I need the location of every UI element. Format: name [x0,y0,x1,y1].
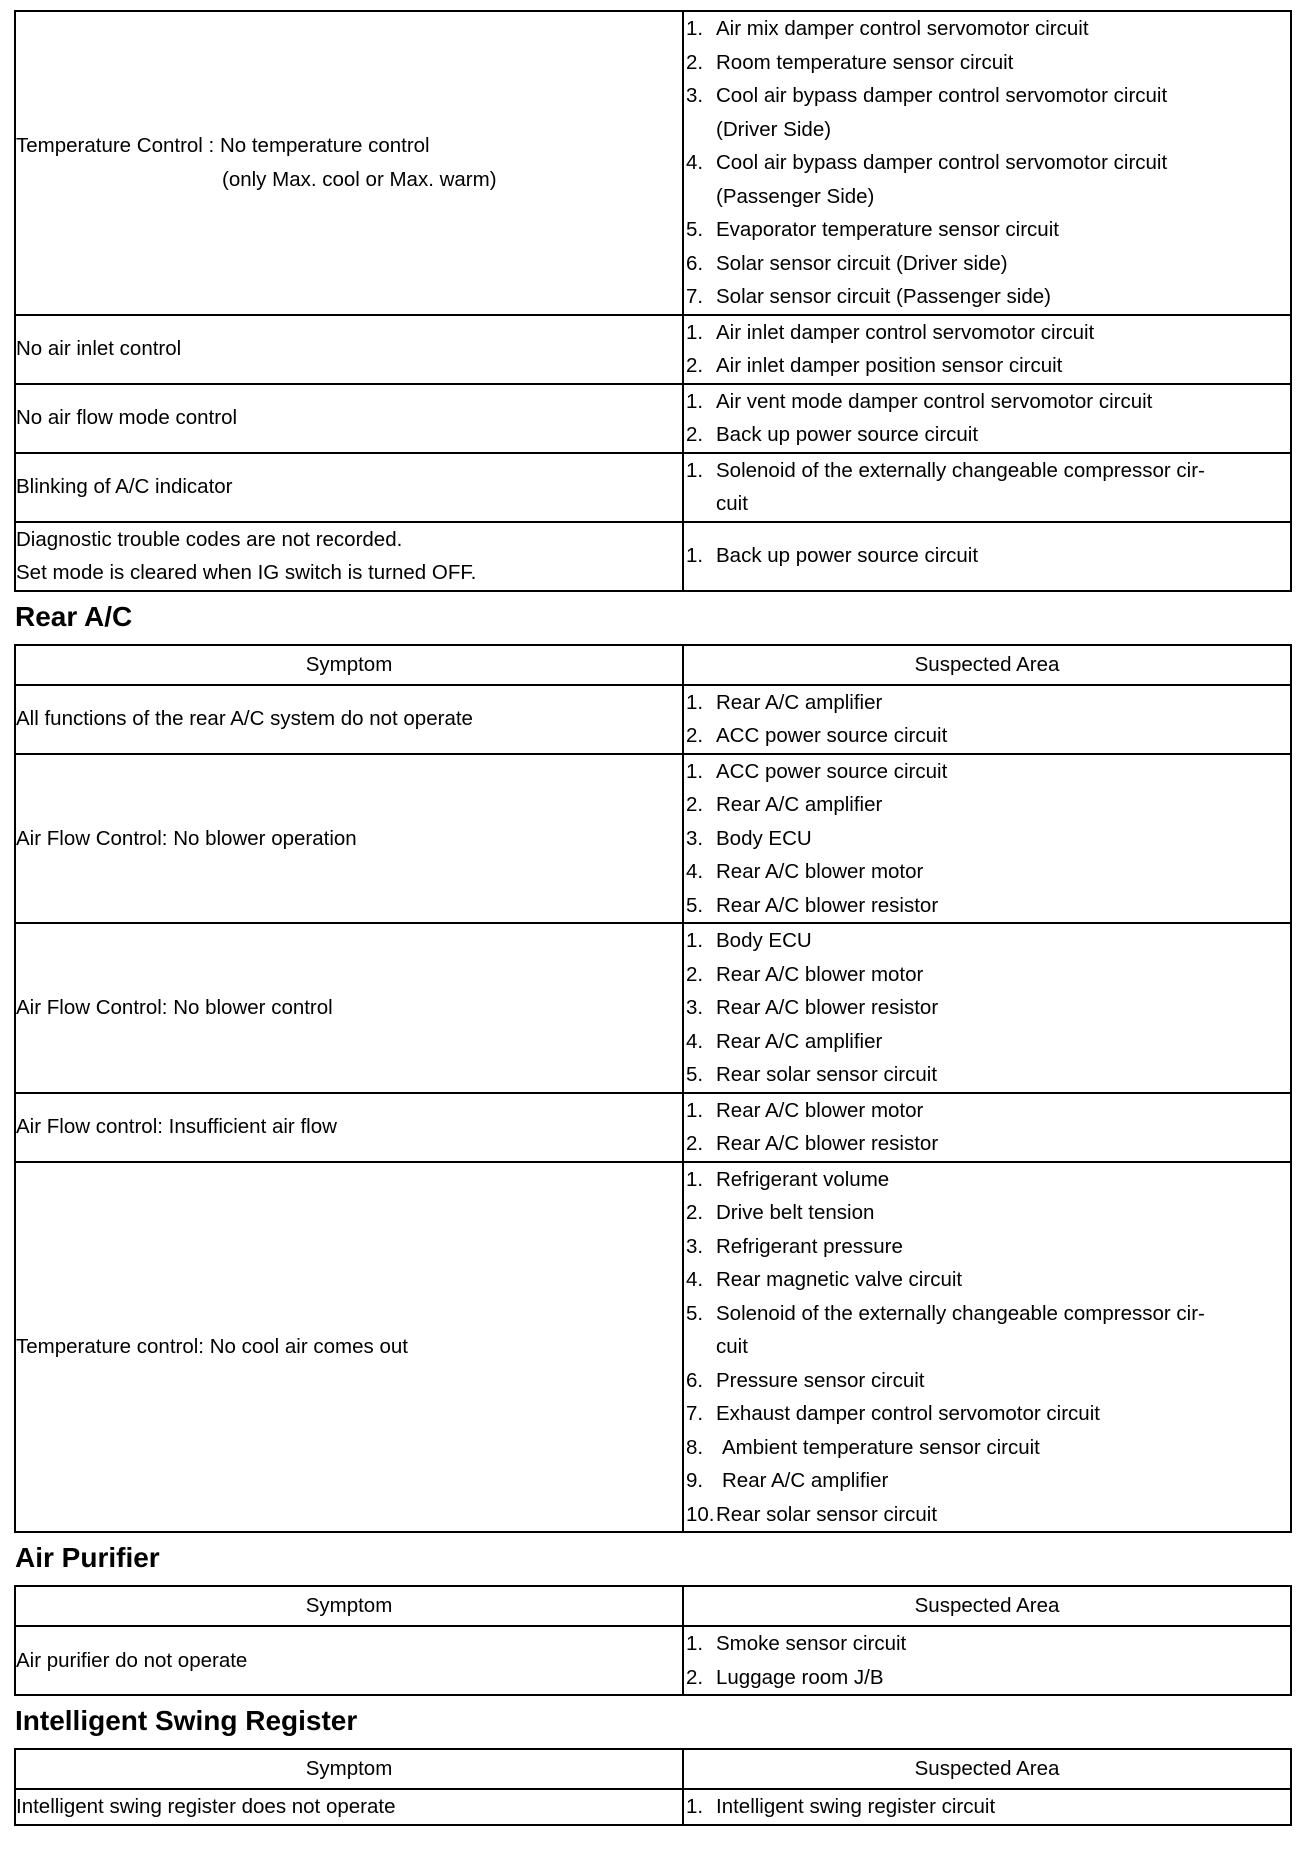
suspected-area-list [684,1790,1290,1824]
suspected-area-list [684,1627,1290,1694]
list-item [684,788,1290,822]
suspected-area-cell [683,522,1291,591]
item-text: Rear solar sensor circuit [716,1063,938,1086]
section-heading-rear-ac: Rear A/C [15,600,133,632]
symptom-cell [15,1789,683,1825]
table-body [15,1789,1291,1825]
list-item [684,280,1290,314]
item-text: cuit [716,1335,748,1358]
symptom-text: Air purifier do not operate [16,1648,248,1672]
list-item [684,991,1290,1025]
list-item [684,316,1290,350]
list-item [684,213,1290,247]
item-text: Rear A/C blower motor [716,962,924,986]
table-body [15,1626,1291,1695]
item-number: 2. [686,1665,704,1689]
table-row [15,522,1291,591]
item-number: 1. [686,1795,704,1818]
suspected-area-cell [683,923,1291,1093]
symptom-text: Blinking of A/C indicator [16,475,233,499]
table-row [15,315,1291,384]
item-text: Ambient temperature sensor circuit [722,1435,1040,1459]
symptom-cell [15,315,683,384]
list-item [684,1058,1290,1092]
item-number: 6. [686,1368,704,1392]
list-item [684,686,1290,720]
symptom-text: No air flow mode control [16,406,238,430]
suspected-area-list [684,539,1290,573]
item-number: 4. [686,151,704,174]
suspected-area-cell [683,453,1291,522]
item-number: 2. [686,793,704,816]
item-number: 1. [686,544,704,568]
symptom-column-header: Symptom [15,1586,683,1626]
item-text: (Driver Side) [716,117,832,141]
item-text: Air vent mode damper control servomotor circuit [716,389,1153,413]
item-number: 1. [686,458,704,482]
front-ac-table-continued [14,10,1292,592]
item-text: Air mix damper control servomotor circuit [716,17,1089,40]
item-text: Back up power source circuit [716,544,979,568]
symptom-cell [15,1162,683,1533]
item-text: ACC power source circuit [716,759,948,783]
table-row [15,1626,1291,1695]
item-number: 5. [686,218,704,241]
table-row [15,11,1291,315]
air-purifier-table [14,1585,1292,1696]
symptom-column-header: Symptom [15,1749,683,1789]
symptom-text: Air Flow control: Insufficient air flow [16,1115,337,1139]
item-number: 1. [686,320,704,344]
item-text: Evaporator temperature sensor circuit [716,218,1059,241]
section-heading-air-purifier: Air Purifier [15,1542,160,1573]
list-item [684,958,1290,992]
item-text: Rear magnetic valve circuit [716,1268,963,1291]
symptom-cell [15,11,683,315]
list-item [684,1127,1290,1161]
header-row [15,1749,1291,1789]
item-number: 3. [686,826,704,850]
symptom-text: Temperature control: No cool air comes out [16,1335,408,1358]
item-text: Body ECU [716,826,812,850]
item-text: Rear A/C blower resistor [716,996,939,1019]
item-number: 2. [686,724,704,747]
suspected-area-list [684,12,1290,314]
item-text: Back up power source circuit [716,423,979,446]
symptom-text: All functions of the rear A/C system do not operate [16,707,473,731]
suspected-area-list [684,924,1290,1092]
symptom-cell [15,754,683,924]
item-text: Rear A/C blower resistor [716,1132,939,1155]
table-body [15,11,1291,591]
table-body [15,685,1291,1533]
item-number: 1. [686,1632,704,1655]
item-text: Solenoid of the externally changeable compressor cir- [716,1301,1205,1325]
item-number: 1. [686,17,704,40]
suspected-area-cell [683,384,1291,453]
item-text: Solenoid of the externally changeable compressor cir- [716,458,1205,482]
list-item [684,1364,1290,1398]
suspected-area-list [684,1094,1290,1161]
item-text: Air inlet damper control servomotor circuit [716,320,1095,344]
item-number: 2. [686,962,704,986]
item-text: Solar sensor circuit (Passenger side) [716,285,1051,308]
list-item [684,12,1290,46]
list-item [684,822,1290,856]
table-row [15,1093,1291,1162]
list-item [684,385,1290,419]
table-row [15,754,1291,924]
symptom-cell [15,1093,683,1162]
manual-page [14,10,1290,1826]
item-text: Rear A/C blower resistor [716,893,939,917]
suspected-area-column-header: Suspected Area [683,1586,1291,1626]
list-item [684,1196,1290,1230]
list-item [684,349,1290,383]
item-number: 1. [686,690,704,714]
item-text: Room temperature sensor circuit [716,50,1014,74]
item-text: Intelligent swing register circuit [716,1795,996,1818]
symptom-text: Air Flow Control: No blower operation [16,826,357,850]
table-row [15,384,1291,453]
suspected-area-cell [683,685,1291,754]
list-item [684,454,1290,521]
symptom-column-header: Symptom [15,645,683,685]
list-item [684,924,1290,958]
item-text: Rear A/C amplifier [722,1469,889,1492]
symptom-text: Air Flow Control: No blower control [16,996,333,1019]
item-text: Pressure sensor circuit [716,1368,925,1392]
item-number: 2. [686,1132,704,1155]
suspected-area-cell [683,11,1291,315]
symptom-text: Temperature Control : No temperature control [16,134,430,158]
list-item [684,247,1290,281]
item-text: cuit [716,492,748,515]
item-text: Body ECU [716,929,812,952]
table-header [15,1586,1291,1626]
item-text: Cool air bypass damper control servomotor circuit [716,151,1168,174]
item-number: 4. [686,860,704,883]
suspected-area-column-header: Suspected Area [683,645,1291,685]
list-item [684,1397,1290,1431]
item-text: Luggage room J/B [716,1665,884,1689]
item-number: 5. [686,1063,704,1086]
suspected-area-list [684,385,1290,452]
item-number: 1. [686,1167,704,1191]
suspected-area-list [684,454,1290,521]
item-text: Rear A/C blower motor [716,1098,924,1122]
symptom-cell [15,522,683,591]
list-item [684,539,1290,573]
suspected-area-cell [683,1162,1291,1533]
item-number: 3. [686,996,704,1019]
suspected-area-cell [683,1789,1291,1825]
item-text: Rear A/C amplifier [716,793,883,816]
item-number: 3. [686,1234,704,1258]
item-text: Rear A/C blower motor [716,860,924,883]
header-row [15,1586,1291,1626]
list-item [684,889,1290,923]
list-item [684,1498,1290,1532]
table-header [15,645,1291,685]
item-number: 10. [686,1502,715,1526]
list-item [684,855,1290,889]
suspected-area-list [684,316,1290,383]
symptom-cell [15,923,683,1093]
list-item [684,1790,1290,1824]
list-item [684,1297,1290,1364]
table-row [15,1162,1291,1533]
list-item [684,1094,1290,1128]
item-number: 5. [686,1301,704,1325]
list-item [684,79,1290,146]
item-number: 5. [686,893,704,917]
item-number: 4. [686,1029,704,1053]
list-item [684,1025,1290,1059]
item-text: Smoke sensor circuit [716,1632,907,1655]
list-item [684,1230,1290,1264]
item-text: Refrigerant volume [716,1167,890,1191]
suspected-area-cell [683,1093,1291,1162]
item-text: Drive belt tension [716,1201,875,1224]
suspected-area-list [684,1163,1290,1532]
item-number: 1. [686,389,704,413]
symptom-cell [15,1626,683,1695]
list-item [684,1464,1290,1498]
item-text: Air inlet damper position sensor circuit [716,354,1063,377]
item-number: 6. [686,251,704,275]
item-number: 7. [686,285,704,308]
symptom-text: Diagnostic trouble codes are not recorded. [16,527,403,551]
item-text: Rear A/C amplifier [716,690,883,714]
list-item [684,1661,1290,1695]
item-number: 2. [686,423,704,446]
rear-ac-table [14,644,1292,1534]
suspected-area-list [684,686,1290,753]
table-row [15,685,1291,754]
item-number: 1. [686,1098,704,1122]
symptom-text: Set mode is cleared when IG switch is turned OFF. [16,561,477,584]
list-item [684,1431,1290,1465]
item-text: Rear A/C amplifier [716,1029,883,1053]
item-text: (Passenger Side) [716,184,875,208]
section-heading-intelligent-swing-register: Intelligent Swing Register [15,1705,358,1736]
item-number: 4. [686,1268,704,1291]
symptom-cell [15,384,683,453]
table-row [15,1789,1291,1825]
suspected-area-cell [683,315,1291,384]
suspected-area-list [684,755,1290,923]
item-number: 9. [686,1469,704,1492]
list-item [684,1163,1290,1197]
item-number: 1. [686,759,704,783]
item-number: 2. [686,1201,704,1224]
table-row [15,453,1291,522]
list-item [684,1263,1290,1297]
item-text: Cool air bypass damper control servomotor circuit [716,84,1168,107]
suspected-area-cell [683,754,1291,924]
list-item [684,755,1290,789]
symptom-text: Intelligent swing register does not operate [16,1795,396,1818]
symptom-text: No air inlet control [16,337,182,361]
list-item [684,1627,1290,1661]
suspected-area-column-header: Suspected Area [683,1749,1291,1789]
item-text: Refrigerant pressure [716,1234,903,1258]
table-row [15,923,1291,1093]
item-number: 2. [686,50,704,74]
list-item [684,46,1290,80]
item-text: ACC power source circuit [716,724,948,747]
header-row [15,645,1291,685]
item-number: 2. [686,354,704,377]
item-text: Rear solar sensor circuit [716,1502,938,1526]
list-item [684,418,1290,452]
symptom-text: (only Max. cool or Max. warm) [222,167,497,191]
item-number: 1. [686,929,704,952]
item-text: Solar sensor circuit (Driver side) [716,251,1008,275]
list-item [684,146,1290,213]
suspected-area-cell [683,1626,1291,1695]
list-item [684,719,1290,753]
item-number: 8. [686,1435,704,1459]
item-text: Exhaust damper control servomotor circuit [716,1402,1100,1425]
table-header [15,1749,1291,1789]
item-number: 3. [686,84,704,107]
swing-register-table [14,1748,1292,1826]
item-number: 7. [686,1402,704,1425]
symptom-cell [15,685,683,754]
symptom-cell [15,453,683,522]
